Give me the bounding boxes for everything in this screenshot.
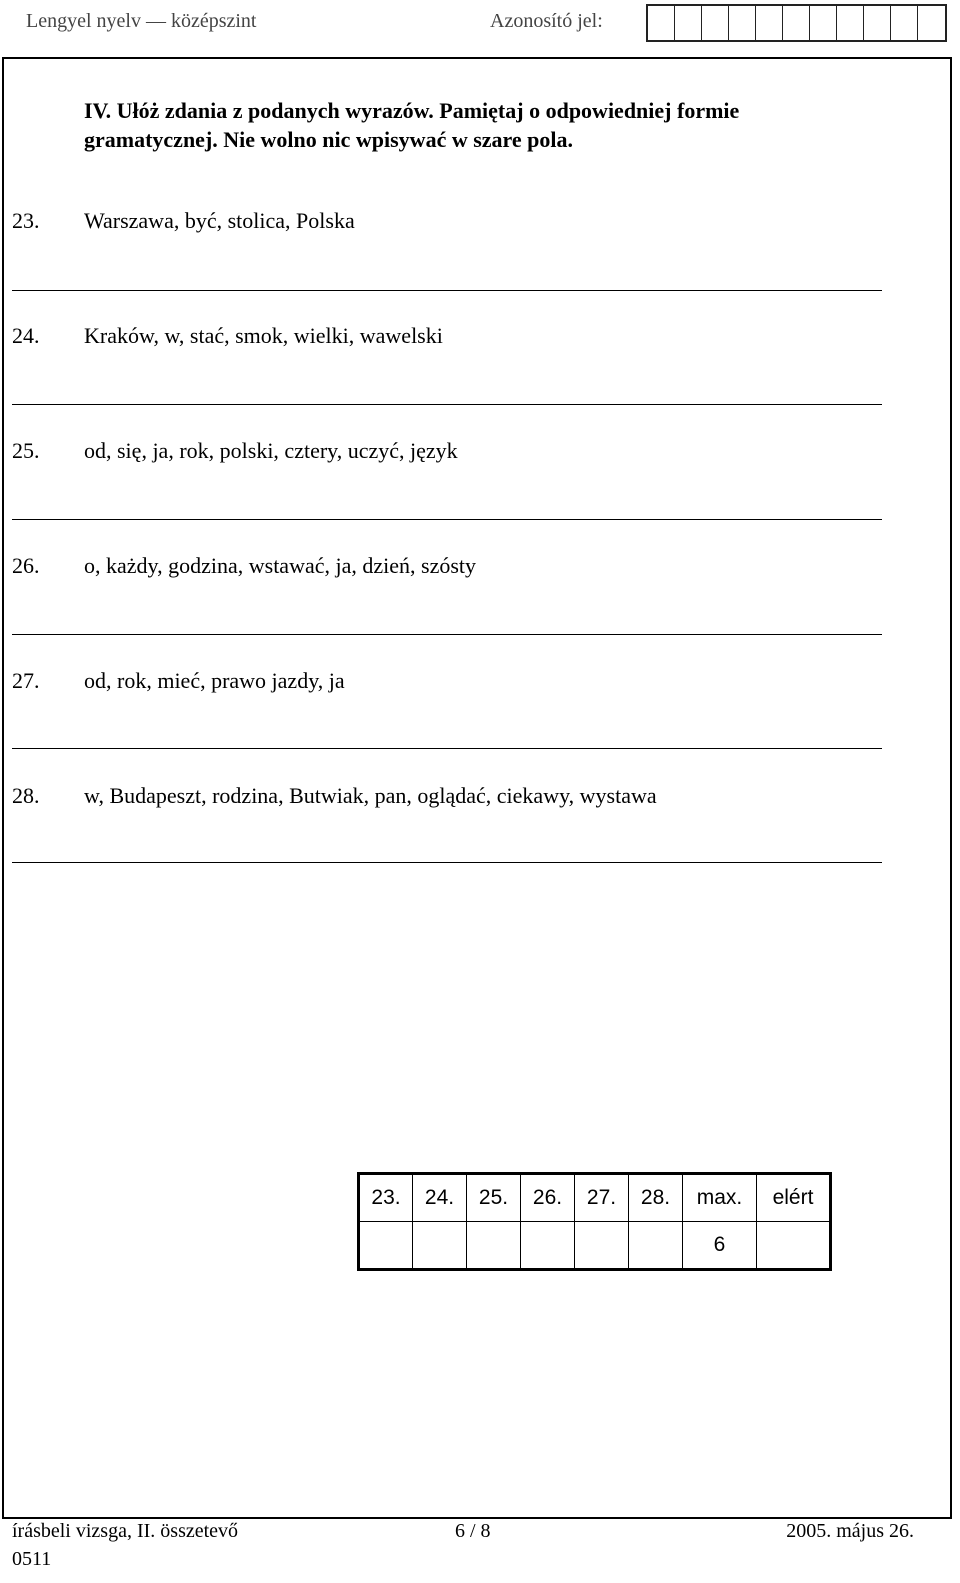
footer-exam-part: írásbeli vizsga, II. összetevő bbox=[12, 1520, 239, 1542]
task-number: 26. bbox=[12, 553, 40, 578]
task-number: 28. bbox=[12, 783, 40, 808]
score-header-row bbox=[359, 1174, 831, 1222]
task-words: Warszawa, być, stolica, Polska bbox=[84, 208, 355, 233]
id-box[interactable] bbox=[729, 6, 756, 40]
score-cell bbox=[359, 1222, 413, 1270]
answer-line-25[interactable] bbox=[12, 519, 882, 520]
id-boxes[interactable] bbox=[646, 4, 947, 42]
task-words: od, rok, mieć, prawo jazdy, ja bbox=[84, 668, 345, 693]
score-value-row bbox=[359, 1222, 831, 1270]
header-id-label: Azonosító jel: bbox=[490, 10, 603, 32]
score-cell bbox=[629, 1222, 683, 1270]
score-header: 28. bbox=[629, 1174, 683, 1222]
task-number: 23. bbox=[12, 208, 40, 233]
id-box[interactable] bbox=[783, 6, 810, 40]
id-box[interactable] bbox=[810, 6, 837, 40]
footer-page-number: 6 / 8 bbox=[455, 1520, 491, 1542]
answer-line-26[interactable] bbox=[12, 634, 882, 635]
score-header-achieved: elért bbox=[757, 1174, 831, 1222]
answer-line-23[interactable] bbox=[12, 290, 882, 291]
score-header: 27. bbox=[575, 1174, 629, 1222]
answer-line-24[interactable] bbox=[12, 404, 882, 405]
score-header-max: max. bbox=[683, 1174, 757, 1222]
id-box[interactable] bbox=[702, 6, 729, 40]
task-number: 25. bbox=[12, 438, 40, 463]
task-words: od, się, ja, rok, polski, cztery, uczyć, język bbox=[84, 438, 458, 463]
footer-date: 2005. május 26. bbox=[786, 1520, 914, 1542]
score-header: 24. bbox=[413, 1174, 467, 1222]
id-box[interactable] bbox=[675, 6, 702, 40]
task-words: o, każdy, godzina, wstawać, ja, dzień, szósty bbox=[84, 553, 477, 578]
task-words: Kraków, w, stać, smok, wielki, wawelski bbox=[84, 323, 443, 348]
section-instructions: IV. Ułóż zdania z podanych wyrazów. Pamiętaj o odpowiedniej formie gramatycznej. Nie wolno nic wpisywać w szare pola. bbox=[84, 98, 740, 152]
answer-line-27[interactable] bbox=[12, 748, 882, 749]
score-cell bbox=[413, 1222, 467, 1270]
score-header: 23. bbox=[359, 1174, 413, 1222]
score-header: 26. bbox=[521, 1174, 575, 1222]
score-cell bbox=[575, 1222, 629, 1270]
task-number: 24. bbox=[12, 323, 40, 348]
footer-code: 0511 bbox=[12, 1548, 52, 1570]
score-cell bbox=[521, 1222, 575, 1270]
id-box[interactable] bbox=[918, 6, 945, 40]
id-box[interactable] bbox=[864, 6, 891, 40]
score-cell-max: 6 bbox=[683, 1222, 757, 1270]
header-subject: Lengyel nyelv — középszint bbox=[26, 10, 257, 32]
answer-line-28[interactable] bbox=[12, 862, 882, 863]
score-table bbox=[357, 1172, 832, 1271]
id-box[interactable] bbox=[837, 6, 864, 40]
score-cell bbox=[467, 1222, 521, 1270]
task-words: w, Budapeszt, rodzina, Butwiak, pan, oglądać, ciekawy, wystawa bbox=[84, 783, 657, 808]
score-header: 25. bbox=[467, 1174, 521, 1222]
task-number: 27. bbox=[12, 668, 40, 693]
id-box[interactable] bbox=[756, 6, 783, 40]
id-box[interactable] bbox=[648, 6, 675, 40]
id-box[interactable] bbox=[891, 6, 918, 40]
score-cell-achieved bbox=[757, 1222, 831, 1270]
